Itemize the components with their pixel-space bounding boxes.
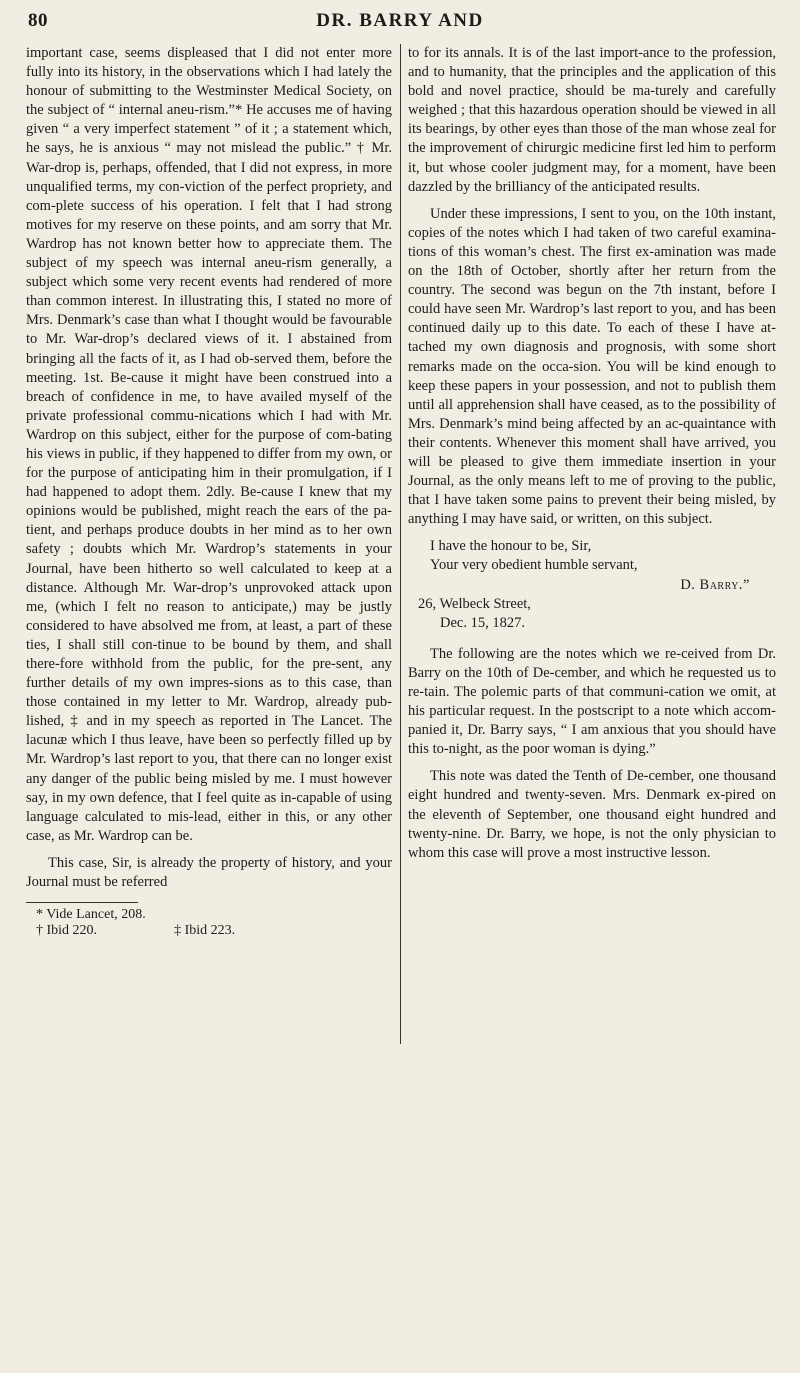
right-paragraph-2: Under these impressions, I sent to you, on the 10th instant, copies of the notes which I had taken of two careful examina-tions of this woman’s chest. The first ex-amination was made on the 18th of October, shortly after her return from the country. The second was begun on the 7th instant, before I could have seen Mr. Wardrop’s last report to you, and has been continued daily up to this date. To each of these I have at-tached my own diagnosis and prognosis, with some short remarks made on the occa-sion. You will be kind enough to keep these papers in your possession, and not to publish them until all apprehension shall have ceased, as to the possibility of Mrs. Denmark’s mind being affected by an ac-quaintance with their contents. Whenever this moment shall have arrived, you will be pleased to give them immediate insertion in your Journal, as the only means left to me of proving to the public, that I have taken some pains to prevent their being misled, by anything I may have said, or written, on this subject. — [408, 205, 776, 528]
letter-closing-2: Your very obedient humble servant, — [430, 557, 638, 574]
right-column — [408, 44, 776, 871]
left-paragraph-2: This case, Sir, is already the property of history, and your Journal must be referred — [26, 854, 392, 891]
footnote-2: † Ibid 220. — [36, 923, 98, 939]
letter-signature: D. Barry.” — [680, 576, 750, 593]
footnote-3: ‡ Ibid 223. — [174, 923, 236, 939]
footnote-separator — [26, 902, 138, 903]
left-paragraph-1: important case, seems displeased that I did not enter more fully into its history, in the observations which I had lately the honour of submitting to the Westminster Medical Society, on the subject of “ internal aneu-rism.”* He accuses me of having given “ a very imperfect statement ” of it ; a statement which, he says, he is anxious “ may not mislead the public.” † Mr. War-drop is, perhaps, offended, that I did not express, in more unqualified terms, my con-viction of the perfect propriety, and com-plete success of his operation. I felt that I had strong motives for my reserve on these points, and am sorry that Mr. Wardrop has not known better how to appreciate them. The subject of my speech was internal aneu-rism generally, a subject which some very recent events had rendered of more than common interest. In illustrating this, I stated no more of Mrs. Denmark’s case than what I thought would be favourable to Mr. War-drop’s declared views of it. I abstained from bringing all the facts of it, as I had ob-served them, before the meeting. 1st. Be-cause it might have been construed into a breach of confidence in me, to have availed myself of the private professional commu-nications which I had with Mr. Wardrop on this subject, either for the purpose of com-bating his views in public, if they happened to differ from my own, or for the purpose of anticipating him in their promulgation, if I had happened to adopt them. 2dly. Be-cause I knew that my opinions would be published, might reach the ears of the pa-tient, and perhaps produce doubts in her mind as to her own safety ; doubts which Mr. Wardrop’s statements in your Journal, have been hitherto so well calculated to keep at a distance. Although Mr. War-drop’s unprovoked attack upon me, (which I felt no reason to anticipate,) may be justly considered to have absolved me from, at least, a part of these ties, I shall still con-tinue to be bound by them, and shall there-fore withhold from the public, for the pre-sent, any further details of my own impres-sions as to this case, than those contained in my letter to Mr. Wardrop, already pub-lished, ‡ and in my speech as reported in The Lancet. The lacunæ which I thus leave, have been so perfectly filled up by Mr. Wardrop’s last report to you, that there can no longer exist any danger of the public being misled by me. I must however say, in my own defence, that I feel quite as in-capable of using language calculated to mis-lead, either in this, or any other case, as Mr. Wardrop can be. — [26, 45, 392, 844]
page-number: 80 — [28, 10, 48, 31]
letter-date: Dec. 15, 1827. — [440, 614, 525, 631]
left-column — [26, 44, 392, 939]
right-paragraph-4: This note was dated the Tenth of De-cember, one thousand eight hundred and twenty-seven. Mrs. Denmark ex-pired on the eleventh of September, one thousand eight hundred and twenty-nine. Dr. Barry, we hope, is not the only physician to whom this case will prove a most instructive lesson. — [408, 768, 776, 861]
page-header — [18, 6, 782, 36]
running-head: DR. BARRY AND — [316, 10, 484, 31]
right-paragraph-3: The following are the notes which we re-ceived from Dr. Barry on the 10th of De-cember, and which he requested us to re-tain. The polemic parts of that communi-cation we omit, at his particular request. In the postscript to a note which accom-panied it, Dr. Barry says, “ I am anxious that you should have this to-night, as the poor woman is dying.” — [408, 645, 776, 758]
letter-closing-1: I have the honour to be, Sir, — [430, 538, 592, 555]
column-divider — [400, 44, 401, 1044]
footnotes-2-3 — [26, 923, 392, 939]
footnote-1: * Vide Lancet, 208. — [36, 907, 146, 923]
letter-address: 26, Welbeck Street, — [418, 595, 531, 612]
right-paragraph-1: to for its annals. It is of the last import-ance to the profession, and to humanity, that the principles and the application of this bold and novel practice, should be ma-turely and carefully weighed ; that this hazardous operation should be viewed in all its bearings, by other eyes than those of the man whose zeal for the improvement of chirurgic medicine first led him to perform it, but whose cooler judgment may, for a moment, have been dazzled by the brilliancy of the anticipated results. — [408, 45, 776, 195]
